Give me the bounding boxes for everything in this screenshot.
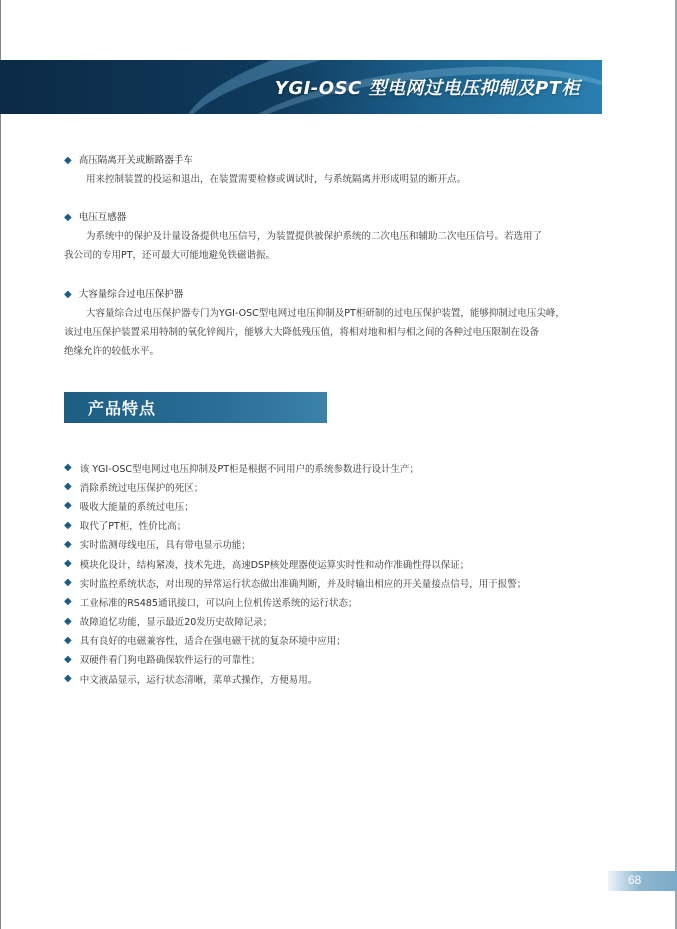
features-header-bar (64, 392, 327, 423)
diamond-bullet-icon: ◆ (64, 519, 72, 531)
list-item (64, 516, 644, 535)
feature-text: 实时监控系统状态，对出现的异常运行状态做出准确判断，并及时输出相应的开关量接点信号，用于报警； (79, 578, 527, 590)
section-heading-row (64, 285, 624, 304)
diamond-bullet-icon: ◆ (64, 558, 72, 570)
section-text-line: 为系统中的保护及计量设备提供电压信号，为装置提供被保护系统的二次电压和辅助二次电压信号。若选用了 (86, 231, 543, 242)
diamond-bullet-icon: ◆ (64, 212, 72, 223)
list-item (64, 592, 644, 611)
diamond-bullet-icon: ◆ (64, 289, 72, 300)
diamond-bullet-icon: ◆ (64, 538, 72, 550)
feature-text: 消除系统过电压保护的死区； (79, 482, 204, 494)
section-heading: 电压互感器 (78, 212, 127, 223)
list-item (64, 631, 644, 650)
list-item (64, 612, 644, 631)
diamond-bullet-icon: ◆ (64, 634, 72, 646)
section-text-line: 绝缘允许的较低水平。 (64, 346, 160, 357)
diamond-bullet-icon: ◆ (64, 673, 72, 685)
page-number-bar (608, 871, 677, 891)
list-item (64, 669, 644, 688)
feature-text: 模块化设计，结构紧凑，技术先进，高速DSP核处理器使运算实时性和动作准确性得以保证； (79, 559, 470, 571)
section-text-line: 该过电压保护装置采用特制的氧化锌阀片，能够大大降低残压值，将相对地和相与相之间的各种过电压限制在设备 (64, 327, 540, 338)
list-item (64, 477, 644, 496)
page-number: 68 (628, 873, 642, 887)
features-header-title: 产品特点 (88, 399, 157, 418)
section-overvoltage-protector (64, 285, 624, 361)
diamond-bullet-icon: ◆ (64, 500, 72, 512)
list-item (64, 573, 644, 592)
feature-text: 工业标准的RS485通讯接口，可以向上位机传送系统的运行状态； (79, 597, 358, 609)
diamond-bullet-icon: ◆ (64, 653, 72, 665)
title-banner (0, 60, 602, 114)
feature-text: 具有良好的电磁兼容性，适合在强电磁干扰的复杂环境中应用； (79, 636, 346, 648)
section-heading-row (64, 208, 624, 227)
banner-title: YGI-OSC 型电网过电压抑制及PT柜 (274, 78, 580, 99)
feature-text: 实时监测母线电压，具有带电显示功能； (79, 540, 251, 552)
list-item (64, 535, 644, 554)
section-text-line: 用来控制装置的投运和退出，在装置需要检修或调试时，与系统隔离并形成明显的断开点。 (86, 174, 467, 185)
section-isolator (64, 151, 624, 189)
list-item (64, 458, 644, 477)
section-heading-row (64, 151, 624, 170)
diamond-bullet-icon: ◆ (64, 462, 72, 474)
section-voltage-transformer (64, 208, 624, 265)
feature-text: 中文液晶显示，运行状态清晰，菜单式操作，方便易用。 (79, 674, 318, 686)
diamond-bullet-icon: ◆ (64, 577, 72, 589)
section-text-line: 大容量综合过电压保护器专门为YGI-OSC型电网过电压抑制及PT柜研制的过电压保护装置，能够抑制过电压尖峰， (86, 308, 565, 319)
feature-text: 取代了PT柜，性价比高； (79, 521, 187, 533)
section-text-line: 我公司的专用PT，还可最大可能地避免铁磁谐振。 (64, 250, 276, 261)
list-item (64, 650, 644, 669)
list-item (64, 496, 644, 515)
feature-text: 故障追忆功能，显示最近20发历史故障记录； (79, 617, 273, 629)
diamond-bullet-icon: ◆ (64, 155, 72, 166)
feature-text: 吸收大能量的系统过电压； (79, 501, 194, 513)
feature-text: 该 YGI-OSC型电网过电压抑制及PT柜是根据不同用户的系统参数进行设计生产； (79, 463, 420, 475)
feature-text: 双硬件看门狗电路确保软件运行的可靠性； (79, 655, 261, 667)
list-item (64, 554, 644, 573)
page-left-edge (0, 0, 1, 929)
features-list (64, 458, 644, 688)
diamond-bullet-icon: ◆ (64, 596, 72, 608)
section-heading: 高压隔离开关或断路器手车 (78, 155, 193, 166)
diamond-bullet-icon: ◆ (64, 615, 72, 627)
section-heading: 大容量综合过电压保护器 (78, 289, 184, 300)
diamond-bullet-icon: ◆ (64, 481, 72, 493)
